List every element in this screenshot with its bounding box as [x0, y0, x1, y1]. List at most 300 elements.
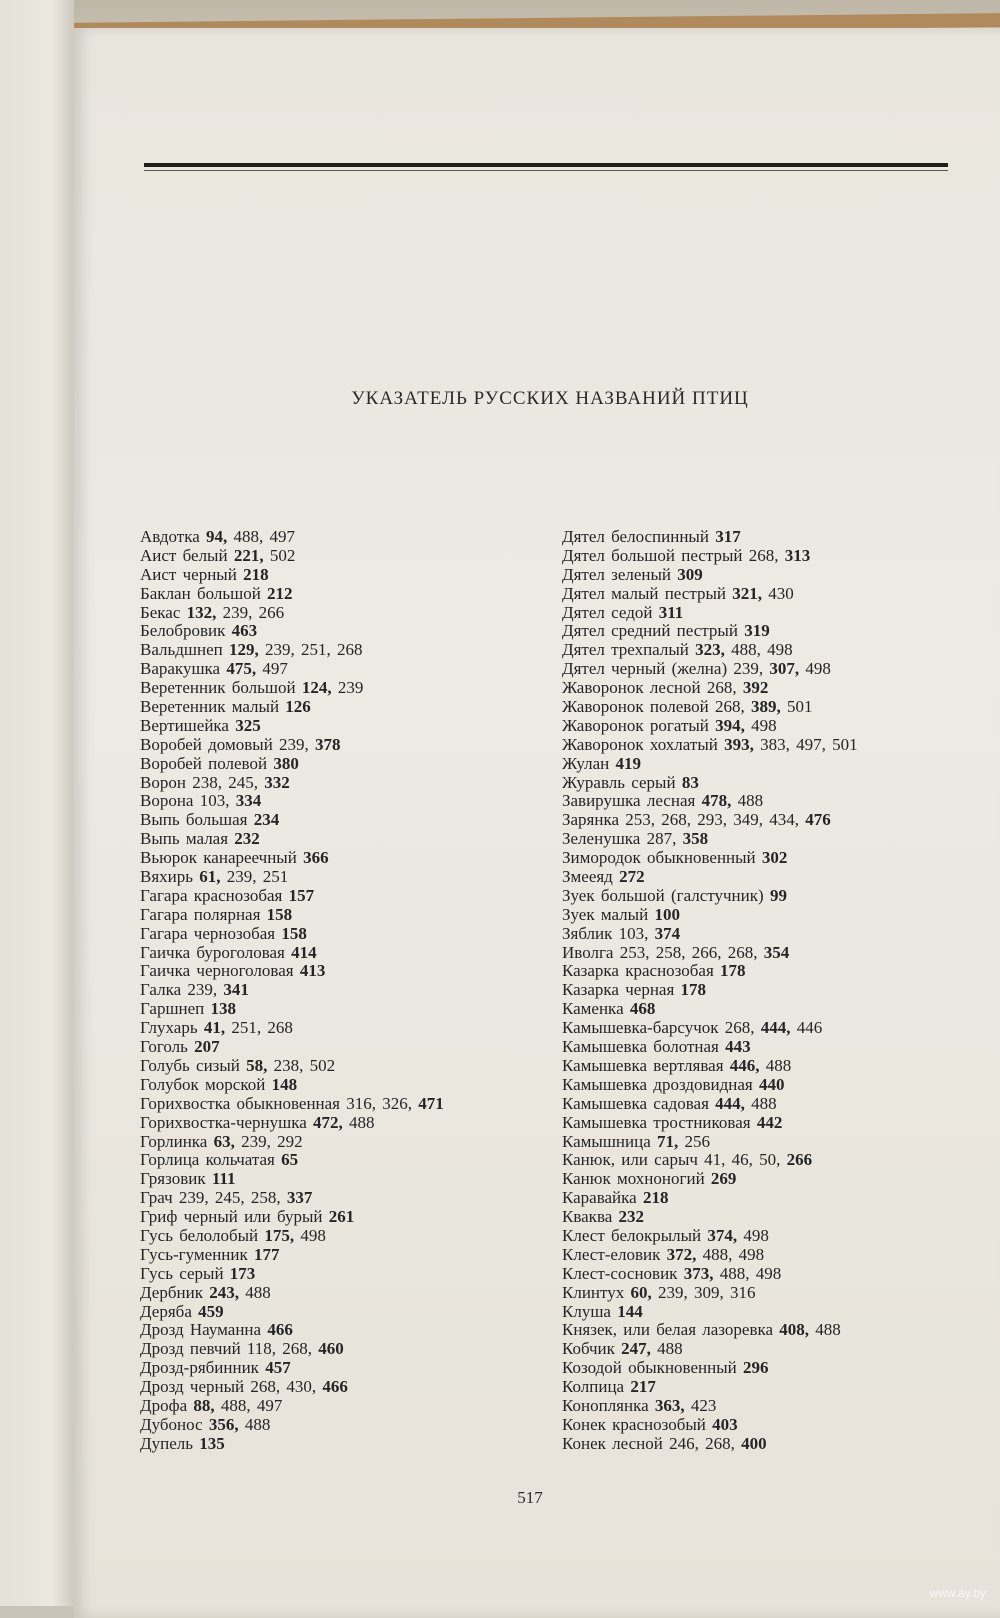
index-entry: [562, 774, 982, 793]
page-ref-primary: 443: [725, 1037, 751, 1057]
entry-name: Гагара полярная: [140, 904, 261, 924]
index-entry: [140, 528, 560, 547]
page-ref: 238,: [273, 1055, 304, 1075]
index-entry: [562, 1416, 982, 1435]
entry-name: Вальдшнеп: [140, 640, 223, 660]
index-entry: [562, 547, 982, 566]
page-ref-primary: 363,: [654, 1395, 685, 1415]
page-ref: 434,: [769, 810, 800, 830]
page-ref: 488,: [719, 1263, 750, 1283]
page-ref: 488: [244, 1414, 271, 1434]
index-entry: [562, 925, 982, 944]
page-ref-primary: 332: [264, 772, 290, 792]
index-entry: [140, 944, 560, 963]
page-ref-primary: 408,: [779, 1320, 810, 1340]
index-entry: [140, 849, 560, 868]
entry-name: Гриф черный или бурый: [140, 1207, 323, 1227]
page-ref-primary: 419: [615, 753, 642, 773]
entry-name: Гусь серый: [140, 1263, 224, 1283]
header-rule: [144, 163, 948, 167]
entry-name: Деряба: [140, 1301, 192, 1321]
entry-name: Зяблик: [562, 923, 613, 943]
page-ref-primary: 374,: [707, 1225, 738, 1245]
page-ref: 251,: [301, 640, 331, 660]
index-entry: [140, 1378, 560, 1397]
index-entry: [140, 906, 560, 925]
entry-name: Грач: [140, 1188, 173, 1208]
page-ref-primary: 65: [281, 1150, 299, 1170]
page-ref-primary: 217: [630, 1377, 656, 1397]
page-ref-primary: 41,: [203, 1018, 226, 1038]
index-entry: [562, 679, 982, 698]
page-ref-primary: 444,: [715, 1093, 745, 1113]
page-ref: 488: [737, 791, 764, 811]
page-ref-primary: 466: [322, 1377, 348, 1397]
page-ref-primary: 88,: [193, 1395, 215, 1415]
page-ref: 488: [657, 1339, 683, 1359]
page-ref: 349,: [733, 810, 764, 830]
entry-name: Веретенник малый: [140, 697, 280, 717]
page-ref-primary: 313: [784, 545, 811, 565]
page-ref: 326,: [382, 1093, 412, 1113]
index-entry: [140, 1000, 560, 1019]
index-entry: [140, 887, 560, 906]
entry-name: Галка: [140, 980, 182, 1000]
entry-name: Дятел зеленый: [562, 564, 672, 584]
index-entry: [562, 1019, 982, 1038]
entry-name: Жаворонок хохлатый: [562, 734, 718, 754]
page-ref-primary: 472,: [313, 1112, 343, 1132]
index-entry: [562, 906, 982, 925]
entry-name: Князек, или белая лазоревка: [562, 1320, 774, 1340]
page-ref: 383,: [760, 734, 790, 754]
page-ref: 266,: [691, 942, 722, 962]
page-ref-primary: 135: [199, 1433, 225, 1453]
page-ref-primary: 269: [710, 1169, 737, 1189]
index-entry: [562, 1303, 982, 1322]
index-entry: [140, 1284, 560, 1303]
page-ref: 497: [269, 527, 296, 546]
page-ref-primary: 403: [712, 1414, 738, 1434]
page-ref-primary: 234: [253, 810, 280, 830]
index-entry: [562, 641, 982, 660]
page-number: 517: [517, 1488, 543, 1507]
index-entry: [140, 1189, 560, 1208]
page-ref-primary: 356,: [208, 1414, 239, 1434]
page-ref: 498: [767, 640, 793, 660]
index-entry: [140, 604, 560, 623]
page-ref: 239,: [265, 640, 295, 660]
index-entry: [140, 641, 560, 660]
entry-name: Каравайка: [562, 1188, 637, 1208]
index-entry: [562, 1378, 982, 1397]
page-ref-primary: 60,: [630, 1282, 652, 1302]
entry-name: Дятел черный (желна): [562, 659, 728, 679]
page-ref-primary: 393,: [724, 734, 754, 754]
index-entry: [562, 1151, 982, 1170]
index-entry: [562, 1265, 982, 1284]
index-entry: [140, 1019, 560, 1038]
page-ref: 488: [245, 1282, 271, 1302]
page-ref-primary: 157: [288, 885, 315, 905]
page-ref-primary: 232: [234, 829, 260, 849]
index-entry: [140, 1170, 560, 1189]
page-ref: 246,: [669, 1433, 699, 1453]
page-ref: 239,: [226, 867, 257, 887]
page-ref-primary: 325: [235, 715, 261, 735]
page-ref-primary: 302: [761, 848, 788, 868]
page-ref-primary: 323,: [695, 640, 725, 660]
page-ref-primary: 457: [265, 1358, 291, 1378]
page-ref-primary: 83: [681, 772, 699, 792]
page-ref-primary: 138: [210, 999, 237, 1019]
entry-name: Горихвостка обыкновенная: [140, 1093, 340, 1113]
page-ref-primary: 463: [231, 621, 258, 641]
page-ref: 103,: [618, 923, 649, 943]
page-ref: 258,: [655, 942, 686, 962]
entry-name: Жаворонок рогатый: [562, 715, 709, 735]
index-entry: [562, 755, 982, 774]
index-entry: [140, 1133, 560, 1152]
page-ref-primary: 63,: [213, 1131, 235, 1151]
entry-name: Дятел трехпалый: [562, 640, 689, 660]
page-ref-primary: 232: [618, 1207, 645, 1227]
index-entry: [562, 698, 982, 717]
index-entry: [562, 1189, 982, 1208]
index-entry: [140, 660, 560, 679]
page-ref-primary: 444,: [760, 1018, 791, 1038]
index-entry: [562, 811, 982, 830]
index-column-left: [140, 528, 560, 1454]
index-entry: [140, 1265, 560, 1284]
page-ref: 309,: [693, 1282, 724, 1302]
index-entry: [562, 1076, 982, 1095]
entry-name: Грязовик: [140, 1169, 206, 1189]
entry-name: Жулан: [562, 753, 610, 773]
page-ref-primary: 178: [720, 961, 746, 981]
index-entry: [562, 981, 982, 1000]
entry-name: Камышевка тростниковая: [562, 1112, 751, 1132]
index-entry: [562, 1133, 982, 1152]
index-entry: [140, 792, 560, 811]
index-entry: [562, 868, 982, 887]
index-entry: [140, 1416, 560, 1435]
page-ref-primary: 442: [756, 1112, 783, 1132]
entry-name: Кобчик: [562, 1339, 615, 1359]
entry-name: Кваква: [562, 1207, 613, 1227]
entry-name: Дрозд Науманна: [140, 1320, 262, 1340]
entry-name: Казарка черная: [562, 980, 675, 1000]
index-entry: [562, 736, 982, 755]
index-entry: [562, 1246, 982, 1265]
page-ref: 103,: [199, 791, 230, 811]
entry-name: Журавль серый: [562, 772, 676, 792]
page-ref: 488: [349, 1112, 375, 1132]
page-ref: 488: [765, 1055, 792, 1075]
page-ref-primary: 177: [254, 1244, 280, 1264]
entry-name: Гаршнеп: [140, 999, 205, 1019]
index-entry: [140, 1208, 560, 1227]
page-ref-primary: 392: [742, 678, 769, 698]
page-ref: 498: [738, 1244, 765, 1264]
index-entry: [140, 811, 560, 830]
index-entry: [562, 792, 982, 811]
index-entry: [140, 1057, 560, 1076]
page-ref: 268,: [705, 1433, 735, 1453]
entry-name: Зарянка: [562, 810, 620, 830]
entry-name: Коноплянка: [562, 1395, 649, 1415]
index-entry: [140, 585, 560, 604]
page-ref: 268,: [715, 697, 745, 717]
index-entry: [562, 1435, 982, 1454]
page-ref: 292: [277, 1131, 303, 1151]
entry-name: Авдотка: [140, 527, 200, 546]
entry-name: Завирушка лесная: [562, 791, 696, 811]
page-ref: 239,: [279, 734, 309, 754]
page-ref: 498: [751, 715, 777, 735]
page-ref-primary: 317: [715, 527, 741, 546]
entry-name: Ворона: [140, 791, 194, 811]
page-ref-primary: 446,: [729, 1055, 760, 1075]
entry-name: Змееяд: [562, 867, 613, 887]
entry-name: Гаичка буроголовая: [140, 942, 285, 962]
page-ref: 258,: [250, 1188, 281, 1208]
page-ref-primary: 261: [328, 1207, 355, 1227]
index-entry: [562, 1359, 982, 1378]
page-ref: 488,: [233, 527, 264, 546]
page-ref: 268,: [661, 810, 692, 830]
page-ref-primary: 173: [229, 1263, 256, 1283]
page-ref-primary: 358: [682, 829, 709, 849]
entry-name: Гусь-гуменник: [140, 1244, 248, 1264]
entry-name: Голубь сизый: [140, 1055, 240, 1075]
page-ref-primary: 158: [266, 904, 293, 924]
entry-name: Зуек малый: [562, 904, 649, 924]
index-entry: [140, 1095, 560, 1114]
entry-name: Аист черный: [140, 564, 237, 584]
page-ref: 239,: [178, 1188, 209, 1208]
index-title: УКАЗАТЕЛЬ РУССКИХ НАЗВАНИЙ ПТИЦ: [351, 388, 749, 409]
page-ref: 497: [256, 1395, 283, 1415]
index-entry: [562, 1000, 982, 1019]
page-ref-primary: 311: [658, 602, 684, 622]
entry-name: Вьюрок канареечный: [140, 848, 297, 868]
entry-name: Белобровик: [140, 621, 226, 641]
entry-name: Бекас: [140, 602, 181, 622]
entry-name: Камышевка вертлявая: [562, 1055, 724, 1075]
index-entry: [140, 868, 560, 887]
entry-name: Дятел большой пестрый: [562, 545, 743, 565]
entry-name: Дятел малый пестрый: [562, 583, 726, 603]
index-entry: [562, 830, 982, 849]
page-ref-primary: 380: [273, 753, 299, 773]
page-ref: 497: [262, 659, 288, 679]
index-entry: [140, 1246, 560, 1265]
index-entry: [562, 944, 982, 963]
index-entry: [562, 887, 982, 906]
entry-name: Конек краснозобый: [562, 1414, 706, 1434]
index-column-right: [562, 528, 982, 1454]
page-ref: 446: [796, 1018, 823, 1038]
entry-name: Канюк мохноногий: [562, 1169, 705, 1189]
entry-name: Жаворонок лесной: [562, 678, 701, 698]
page-ref: 268,: [250, 1377, 281, 1397]
page-ref-primary: 58,: [246, 1055, 268, 1075]
page-ref-primary: 99: [769, 885, 787, 905]
entry-name: Гагара краснозобая: [140, 885, 283, 905]
page-ref: 50,: [759, 1150, 781, 1170]
index-entry: [562, 528, 982, 547]
index-entry: [140, 755, 560, 774]
index-entry: [140, 698, 560, 717]
page-ref: 268,: [282, 1339, 313, 1359]
page-ref-primary: 366: [303, 848, 329, 868]
page-ref: 423: [690, 1395, 717, 1415]
entry-name: Дрозд-рябинник: [140, 1358, 259, 1378]
page-ref: 488: [751, 1093, 777, 1113]
entry-name: Канюк, или сарыч: [562, 1150, 698, 1170]
page-ref: 502: [309, 1055, 336, 1075]
entry-name: Ворон: [140, 772, 186, 792]
index-entry: [140, 774, 560, 793]
index-entry: [562, 1284, 982, 1303]
index-entry: [562, 1114, 982, 1133]
page-ref-primary: 148: [271, 1074, 298, 1094]
index-entry: [140, 679, 560, 698]
page-ref-primary: 100: [654, 904, 680, 924]
index-entry: [140, 1340, 560, 1359]
page-ref-primary: 394,: [715, 715, 745, 735]
index-entry: [562, 717, 982, 736]
index-entry: [562, 1038, 982, 1057]
page-ref: 268,: [727, 942, 758, 962]
page-ref: 118,: [246, 1339, 277, 1359]
page-ref-primary: 459: [198, 1301, 224, 1321]
page-ref-primary: 207: [194, 1037, 220, 1057]
page-ref-primary: 440: [759, 1074, 785, 1094]
entry-name: Камышевка садовая: [562, 1093, 709, 1113]
index-entry: [562, 1227, 982, 1246]
page-ref-primary: 478,: [701, 791, 732, 811]
page-ref-primary: 126: [285, 697, 311, 717]
index-entry: [140, 1397, 560, 1416]
page-ref-primary: 460: [318, 1339, 344, 1359]
page-ref: 251: [262, 867, 289, 887]
page-ref: 239: [337, 678, 364, 698]
page-ref: 498: [805, 659, 831, 679]
page-ref-primary: 372,: [666, 1244, 697, 1264]
page-ref: 497,: [796, 734, 826, 754]
entry-name: Зуек большой (галстучник): [562, 885, 764, 905]
page-ref-primary: 144: [617, 1301, 643, 1321]
page-ref: 268,: [748, 545, 779, 565]
page-ref-primary: 413: [299, 961, 326, 981]
entry-name: Клест-еловик: [562, 1244, 661, 1264]
entry-name: Воробей домовый: [140, 734, 273, 754]
page-ref: 268,: [706, 678, 737, 698]
entry-name: Варакушка: [140, 659, 221, 679]
page-ref-primary: 307,: [769, 659, 800, 679]
index-entry: [140, 1114, 560, 1133]
entry-name: Клуша: [562, 1301, 611, 1321]
page-ref: 501: [832, 734, 858, 754]
entry-name: Камышевка болотная: [562, 1037, 719, 1057]
page-ref: 238,: [192, 772, 222, 792]
page-ref: 498: [755, 1263, 782, 1283]
page-ref-primary: 243,: [209, 1282, 239, 1302]
index-entry: [562, 1340, 982, 1359]
entry-name: Иволга: [562, 942, 614, 962]
entry-name: Горихвостка-чернушка: [140, 1112, 307, 1132]
page-ref-primary: 296: [742, 1358, 769, 1378]
page-ref-primary: 61,: [199, 867, 221, 887]
index-entry: [562, 1170, 982, 1189]
page-ref: 239,: [187, 980, 218, 1000]
entry-name: Дятел белоспинный: [562, 527, 709, 546]
index-entry: [562, 1397, 982, 1416]
page-ref: 316: [729, 1282, 756, 1302]
page-ref-primary: 378: [315, 734, 341, 754]
index-entry: [140, 622, 560, 641]
entry-name: Клест белокрылый: [562, 1225, 702, 1245]
index-entry: [140, 1321, 560, 1340]
page-ref-primary: 94,: [206, 527, 228, 546]
page-ref-primary: 341: [223, 980, 249, 1000]
entry-name: Дрофа: [140, 1395, 188, 1415]
page-ref-primary: 218: [642, 1188, 669, 1208]
index-entry: [140, 1359, 560, 1378]
index-entry: [562, 585, 982, 604]
page-ref: 239,: [657, 1282, 688, 1302]
entry-name: Дрозд певчий: [140, 1339, 241, 1359]
page-ref-primary: 475,: [226, 659, 257, 679]
page-ref: 430,: [286, 1377, 317, 1397]
page-ref: 253,: [619, 942, 650, 962]
page-ref-primary: 337: [286, 1188, 313, 1208]
index-entry: [562, 962, 982, 981]
page-ref: 501: [787, 697, 813, 717]
entry-name: Горлинка: [140, 1131, 208, 1151]
index-entry: [562, 1095, 982, 1114]
entry-name: Камышевка дроздовидная: [562, 1074, 753, 1094]
page-ref-primary: 266: [786, 1150, 813, 1170]
entry-name: Горлица кольчатая: [140, 1150, 275, 1170]
entry-name: Зеленушка: [562, 829, 641, 849]
entry-name: Клинтух: [562, 1282, 625, 1302]
index-entry: [562, 1321, 982, 1340]
page-ref-primary: 124,: [301, 678, 332, 698]
page-ref: 488,: [702, 1244, 733, 1264]
page-ref-primary: 221,: [233, 545, 264, 565]
page-ref: 245,: [214, 1188, 245, 1208]
index-entry: [562, 566, 982, 585]
entry-name: Зимородок обыкновенный: [562, 848, 756, 868]
entry-name: Дубонос: [140, 1414, 203, 1434]
index-entry: [140, 1151, 560, 1170]
page-ref: 245,: [228, 772, 258, 792]
entry-name: Дупель: [140, 1433, 193, 1453]
entry-name: Клест-сосновик: [562, 1263, 678, 1283]
page-ref-primary: 389,: [751, 697, 781, 717]
index-entry: [140, 1227, 560, 1246]
entry-name: Жаворонок полевой: [562, 697, 709, 717]
index-entry: [562, 1208, 982, 1227]
index-entry: [140, 1303, 560, 1322]
watermark: www.ay.by: [929, 1586, 986, 1600]
page-ref-primary: 471: [418, 1093, 444, 1113]
page-ref: 268: [337, 640, 363, 660]
page-ref: 498: [743, 1225, 769, 1245]
